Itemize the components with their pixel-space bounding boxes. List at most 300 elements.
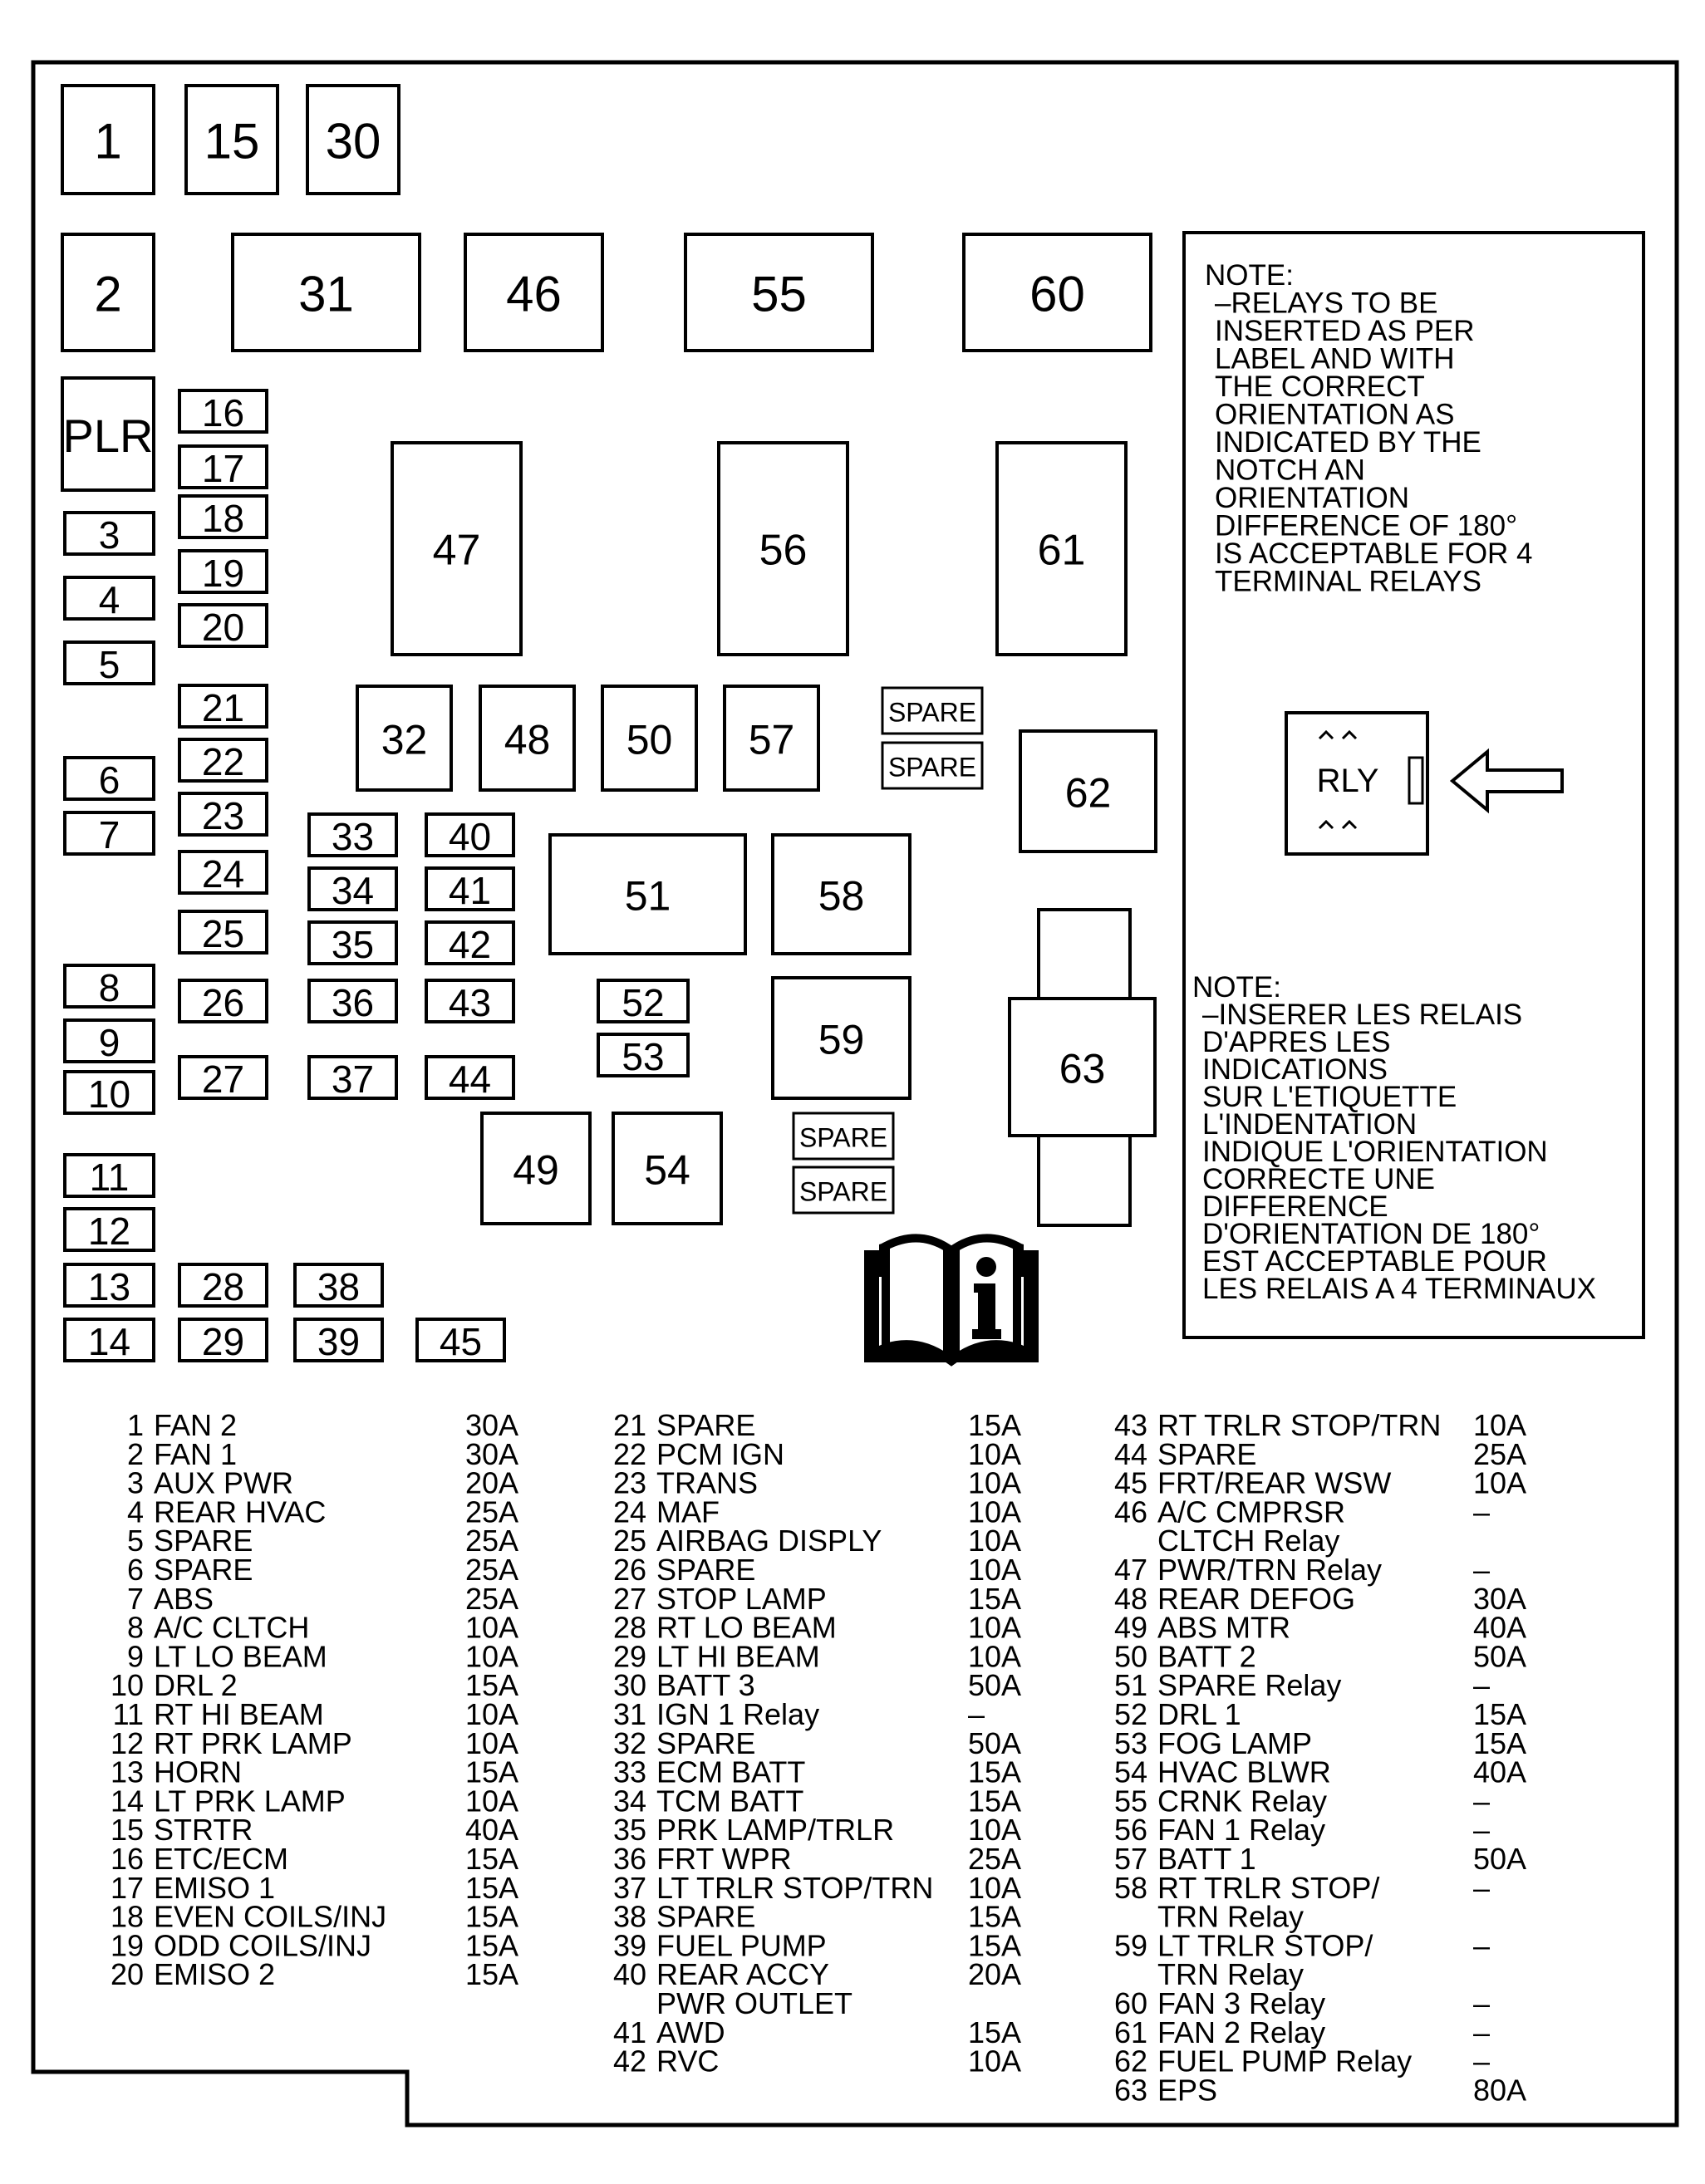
legend-circuit-name: FAN 1 Relay [1157,1813,1326,1848]
legend-circuit-name: AUX PWR [154,1465,294,1500]
fuse-number: 41 [448,869,492,912]
legend-number: 29 [612,1639,646,1674]
legend-circuit-name: TRN Relay [1157,1899,1305,1934]
legend-circuit-name: HORN [154,1755,242,1789]
legend-rating: – [1473,2015,1491,2049]
fuse-number: 37 [331,1058,375,1101]
legend-number: 42 [612,2044,646,2078]
note-line: –RELAYS TO BE [1215,287,1438,320]
legend-number: 44 [1113,1436,1147,1471]
legend-number: 11 [112,1697,144,1731]
legend-rating: – [1473,1813,1491,1848]
legend-circuit-name: DRL 1 [1157,1697,1241,1731]
legend-rating: 30A [465,1408,519,1442]
owner-manual-info-icon [864,1237,1039,1362]
legend-circuit-name: ECM BATT [656,1755,806,1789]
legend-circuit-name: SPARE [656,1725,756,1760]
fuse-slot-37 [309,1057,396,1101]
fuse-number: 21 [201,686,245,729]
legend-circuit-name: ABS [154,1581,214,1616]
legend-circuit-name: DRL 2 [154,1668,238,1703]
legend-number: 6 [126,1553,144,1587]
fuse-number: 19 [201,552,245,595]
legend-circuit-name: RT LO BEAM [656,1610,837,1645]
legend-number: 58 [1113,1870,1147,1905]
legend-circuit-name: A/C CLTCH [154,1610,310,1645]
legend-rating: 10A [1473,1465,1527,1500]
fuse-slot-5 [65,642,154,686]
legend-number: 47 [1113,1553,1147,1587]
note-line: ORIENTATION AS [1215,398,1455,431]
fuse-number: 17 [201,447,245,490]
fuse-number: 35 [331,923,375,966]
fuse-number: 12 [87,1210,131,1253]
spare-slot [882,688,982,734]
legend-number: 52 [1113,1697,1147,1731]
fuse-slot-23 [179,793,267,837]
legend-rating: – [1473,1784,1491,1818]
fuse-slot-44 [426,1057,513,1101]
legend-number: 53 [1113,1725,1147,1760]
legend-circuit-name: FUEL PUMP [656,1928,827,1963]
spare-label: SPARE [887,697,977,728]
note-line: INDICATED BY THE [1215,426,1481,459]
note-line: D'APRES LES [1202,1026,1391,1058]
legend-circuit-name: PWR OUTLET [656,1986,853,2020]
fuse-number: 42 [448,923,492,966]
legend-number: 63 [1113,2073,1147,2108]
legend-circuit-name: CRNK Relay [1157,1784,1328,1818]
legend-number: 10 [110,1668,144,1703]
fuse-slot-36 [309,980,396,1024]
legend-rating: 10A [968,1524,1022,1558]
legend-circuit-name: EVEN COILS/INJ [154,1899,387,1934]
fuse-slot-49 [482,1113,590,1224]
legend-number: 25 [612,1524,646,1558]
legend-rating: 80A [1473,2073,1527,2108]
legend-number: 49 [1113,1610,1147,1645]
fuse-slot-54 [613,1113,721,1224]
fuse-slot-52 [598,980,688,1024]
legend-circuit-name: PCM IGN [656,1436,785,1471]
legend-circuit-name: TRN Relay [1157,1957,1305,1992]
legend-circuit-name: CLTCH Relay [1157,1524,1340,1558]
legend-number: 28 [612,1610,646,1645]
legend-rating: – [1473,1668,1491,1703]
legend-rating: 50A [968,1668,1022,1703]
fuse-number: 5 [98,643,120,686]
fuse-slot-47 [392,443,521,655]
fuse-slot-18 [179,496,267,540]
fuse-slot-35 [309,922,396,966]
fuse-slot-2 [62,234,154,351]
fuse-number: 27 [201,1058,245,1101]
legend-number: 13 [110,1755,144,1789]
fuse-slot-4 [65,577,154,621]
legend-rating: 15A [968,1784,1022,1818]
note-line: NOTE: [1205,259,1294,292]
fuse-slot-40 [426,814,513,858]
legend-rating: 10A [968,1610,1022,1645]
legend-number: 27 [612,1581,646,1616]
legend-number: 31 [612,1697,646,1731]
legend-number: 34 [612,1784,646,1818]
legend-circuit-name: LT TRLR STOP/TRN [656,1870,934,1905]
spare-slot [794,1167,893,1213]
fuse-slot-55 [685,234,872,351]
legend-number: 50 [1113,1639,1147,1674]
fuse-number: 63 [1059,1045,1106,1092]
fuse-number: 25 [201,912,245,955]
legend-rating: 25A [465,1581,519,1616]
legend-rating: 20A [465,1465,519,1500]
legend-circuit-name: REAR DEFOG [1157,1581,1356,1616]
legend-number: 61 [1113,2015,1147,2049]
legend-circuit-name: ETC/ECM [154,1842,288,1876]
legend-number: 15 [110,1813,144,1848]
fuse-slot-43 [426,980,513,1024]
legend-number: 1 [126,1408,144,1442]
legend-number: 45 [1113,1465,1147,1500]
fuse-slot-19 [179,551,267,595]
fuse-number: 62 [1064,769,1112,817]
legend-circuit-name: ABS MTR [1157,1610,1291,1645]
fuse-number: 38 [317,1265,361,1308]
legend-circuit-name: TCM BATT [656,1784,804,1818]
legend-circuit-name: LT TRLR STOP/ [1157,1928,1373,1963]
legend-rating: 40A [1473,1610,1527,1645]
relay-icon-label: RLY [1316,763,1379,799]
legend-rating: 15A [465,1668,519,1703]
spare-label: SPARE [798,1176,888,1207]
legend-circuit-name: BATT 2 [1157,1639,1256,1674]
legend-number: 16 [110,1842,144,1876]
fuse-slot-46 [465,234,602,351]
legend-number: 48 [1113,1581,1147,1616]
legend-rating: 10A [968,1465,1022,1500]
fuse-slot-32 [357,686,451,790]
legend-circuit-name: BATT 1 [1157,1842,1256,1876]
fuse-slot-45 [417,1319,504,1363]
legend-circuit-name: STRTR [154,1813,253,1848]
fuse-number: 11 [89,1156,130,1199]
fuse-slot-63 [1010,999,1155,1136]
legend-number: 3 [126,1465,144,1500]
legend-circuit-name: PWR/TRN Relay [1157,1553,1383,1587]
spare-slot [794,1113,893,1159]
legend-circuit-name: HVAC BLWR [1157,1755,1331,1789]
legend-number: 57 [1113,1842,1147,1876]
fuse-number: 22 [201,740,245,783]
legend-rating: 10A [465,1610,519,1645]
fuse-slot-3 [65,513,154,557]
legend-rating: 15A [968,1928,1022,1963]
legend-circuit-name: LT HI BEAM [656,1639,820,1674]
fuse-number: 24 [201,852,245,896]
fuse-number: 61 [1037,526,1086,575]
note-line: CORRECTE UNE [1202,1163,1436,1195]
legend-circuit-name: SPARE [154,1553,253,1587]
legend-circuit-name: FRT WPR [656,1842,792,1876]
legend-number: 12 [110,1725,144,1760]
note-line: LABEL AND WITH [1215,342,1455,375]
fuse-slot-31 [233,234,420,351]
legend-circuit-name: LT PRK LAMP [154,1784,346,1818]
legend-rating: 50A [968,1725,1022,1760]
fuse-number: 50 [626,716,673,763]
note-line: DIFFERENCE [1202,1190,1388,1223]
legend-number: 9 [126,1639,144,1674]
note-line: INDICATIONS [1202,1053,1388,1086]
legend-rating: 10A [968,1639,1022,1674]
legend-number: 22 [612,1436,646,1471]
legend-rating: 15A [465,1755,519,1789]
legend-circuit-name: RT PRK LAMP [154,1725,352,1760]
legend-rating: 50A [1473,1639,1527,1674]
note-french [1192,971,1596,1305]
legend-rating: 10A [465,1639,519,1674]
fuse-slot-20 [179,605,267,649]
note-line: DIFFERENCE OF 180° [1215,509,1518,542]
fuse-number: 40 [448,815,492,858]
fuse-number: 51 [624,872,671,920]
fuse-slot-22 [179,739,267,783]
legend-rating: 10A [968,1553,1022,1587]
legend-circuit-name: SPARE [656,1899,756,1934]
fuse-slot-34 [309,868,396,912]
fuse-number: 23 [201,794,245,837]
legend-rating: 15A [465,1842,519,1876]
fuse-number: 7 [98,813,120,856]
fuse-slot-58 [773,835,910,954]
fuse-number: 10 [87,1072,131,1116]
legend-rating: – [1473,1494,1491,1529]
fuse-slot-62 [1020,731,1156,852]
legend-circuit-name: RT HI BEAM [154,1697,324,1731]
fuse-slot-42 [426,922,513,966]
legend-circuit-name: AIRBAG DISPLY [656,1524,882,1558]
fuse-slot-9 [65,1020,154,1064]
note-line: INDIQUE L'ORIENTATION [1202,1136,1548,1168]
spare-label: SPARE [798,1122,888,1153]
legend-rating: 10A [968,2044,1022,2078]
fuse-number: 3 [98,513,120,557]
fuse-number: 44 [448,1058,492,1101]
legend-rating: 20A [968,1957,1022,1992]
fuse-slot-30 [307,86,399,194]
spare-label: SPARE [887,752,977,783]
fuse-number: 56 [759,526,808,575]
legend-number: 2 [126,1436,144,1471]
note-line: NOTE: [1192,971,1281,1004]
legend-rating: 50A [1473,1842,1527,1876]
note-line: NOTCH AN [1215,454,1365,487]
legend-circuit-name: PRK LAMP/TRLR [656,1813,895,1848]
legend-rating: 15A [465,1899,519,1934]
fuse-slot-plr [62,378,154,490]
fuse-slot-7 [65,812,154,856]
legend-number: 56 [1113,1813,1147,1848]
fuse-slot-26 [179,980,267,1024]
legend-rating: 10A [465,1725,519,1760]
fuse-number: 54 [644,1146,690,1194]
legend-rating: – [968,1697,985,1731]
note-line: D'ORIENTATION DE 180° [1202,1218,1540,1250]
legend-rating: 15A [465,1870,519,1905]
legend-rating: 15A [968,1581,1022,1616]
legend-number: 18 [110,1899,144,1934]
fuse-slot-56 [719,443,848,655]
legend-rating: 25A [465,1524,519,1558]
legend-rating: 10A [465,1784,519,1818]
fuse-slot-50 [602,686,696,790]
legend-rating: 15A [968,1755,1022,1789]
legend-circuit-name: A/C CMPRSR [1157,1494,1346,1529]
legend-circuit-name: SPARE Relay [1157,1668,1342,1703]
legend-number: 19 [110,1928,144,1963]
fuse-slot-24 [179,852,267,896]
legend-number: 4 [126,1494,144,1529]
legend-number: 36 [612,1842,646,1876]
legend-number: 46 [1113,1494,1147,1529]
fuse-slot-6 [65,758,154,802]
fuse-layer [62,86,1156,1363]
legend-circuit-name: MAF [656,1494,720,1529]
legend-circuit-name: RT TRLR STOP/TRN [1157,1408,1442,1442]
legend-number: 23 [612,1465,646,1500]
note-line: THE CORRECT [1215,371,1425,403]
legend-row [613,2044,1021,2078]
fuse-number: PLR [62,410,154,462]
fuse-number: 46 [506,266,562,322]
legend-rating: 25A [968,1842,1022,1876]
legend-rating: 30A [465,1436,519,1471]
fuse-number: 20 [201,606,245,649]
legend-number: 40 [612,1957,646,1992]
legend-circuit-name: ODD COILS/INJ [154,1928,372,1963]
legend-rating: 15A [465,1928,519,1963]
fuse-number: 47 [432,526,481,575]
fuse-number: 59 [818,1016,865,1063]
fuse-number: 32 [381,716,428,763]
fuse-slot-51 [550,835,745,954]
legend-rating: 30A [1473,1581,1527,1616]
legend-number: 60 [1113,1986,1147,2020]
legend-rating: 25A [465,1494,519,1529]
legend-circuit-name: STOP LAMP [656,1581,827,1616]
fuse-number: 9 [98,1021,120,1064]
spare-slot [882,743,982,788]
legend-circuit-name: EMISO 1 [154,1870,276,1905]
legend-circuit-name: RVC [656,2044,720,2078]
fuse-slot-59 [773,978,910,1098]
fuse-slot-33 [309,814,396,858]
fuse-slot-28 [179,1264,267,1308]
legend-number: 8 [126,1610,144,1645]
legend-number: 39 [612,1928,646,1963]
fuse-number: 55 [751,266,807,322]
legend-circuit-name: REAR HVAC [154,1494,327,1529]
legend-circuit-name: SPARE [656,1408,756,1442]
legend-circuit-name: SPARE [656,1553,756,1587]
fuse-slot-16 [179,390,267,434]
legend-circuit-name: FOG LAMP [1157,1725,1313,1760]
legend-circuit-name: FAN 2 Relay [1157,2015,1326,2049]
fuse-number: 36 [331,981,375,1024]
note-line: IS ACCEPTABLE FOR 4 [1215,537,1533,570]
legend-rating: – [1473,1553,1491,1587]
legend-rating: 40A [465,1813,519,1848]
fuse-slot-11 [65,1155,154,1199]
fuse-number: 30 [325,113,381,169]
fuse-number: 16 [201,391,245,434]
note-line: TERMINAL RELAYS [1215,565,1481,598]
legend-rating: – [1473,2044,1491,2078]
fuse-slot-10 [65,1072,154,1116]
legend-circuit-name: REAR ACCY [656,1957,830,1992]
legend-rating: 15A [968,1899,1022,1934]
legend-number: 7 [126,1581,144,1616]
legend-circuit-name: FAN 1 [154,1436,238,1471]
legend-circuit-name: BATT 3 [656,1668,755,1703]
legend-number: 59 [1113,1928,1147,1963]
legend-rating: 15A [968,2015,1022,2049]
fuse-number: 1 [94,113,122,169]
fuse-slot-38 [295,1264,382,1308]
fuse-number: 29 [201,1320,245,1363]
legend-number: 17 [110,1870,144,1905]
legend-circuit-name: RT TRLR STOP/ [1157,1870,1380,1905]
legend-number: 24 [612,1494,646,1529]
legend-number: 41 [612,2015,646,2049]
fuse-number: 15 [204,113,260,169]
fuse-slot-15 [186,86,278,194]
fuse-number: 53 [622,1035,665,1078]
fuse-number: 34 [331,869,375,912]
legend-number: 35 [612,1813,646,1848]
legend-rating: 10A [968,1813,1022,1848]
fuse-number: 43 [448,981,492,1024]
legend-rating: 25A [1473,1436,1527,1471]
arrow-left-icon [1452,752,1562,810]
legend-circuit-name: EMISO 2 [154,1957,276,1992]
fuse-slot-14 [65,1319,154,1363]
fuse-slot-41 [426,868,513,912]
legend-number: 5 [126,1524,144,1558]
fuse-number: 28 [201,1265,245,1308]
legend-rating: 10A [465,1697,519,1731]
legend-number: 43 [1113,1408,1147,1442]
fuse-slot-60 [964,234,1151,351]
fuse-slot-8 [65,965,154,1009]
legend-rating: 15A [1473,1697,1527,1731]
fuse-slot-25 [179,911,267,955]
legend-rating: 10A [968,1436,1022,1471]
fuse-number: 6 [98,758,120,802]
legend-number: 62 [1113,2044,1147,2078]
fuse-number: 52 [622,981,665,1024]
fuse-number: 4 [98,578,120,621]
note-line: –INSERER LES RELAIS [1202,999,1523,1031]
fuse-slot-48 [480,686,574,790]
relay-orientation-icon [1286,713,1427,854]
fuse-slot-21 [179,685,267,729]
legend-rating: 10A [968,1870,1022,1905]
legend-number: 33 [612,1755,646,1789]
fuse-slot-61 [997,443,1126,655]
fuse-slot-1 [62,86,154,194]
note-line: INSERTED AS PER [1215,315,1475,347]
